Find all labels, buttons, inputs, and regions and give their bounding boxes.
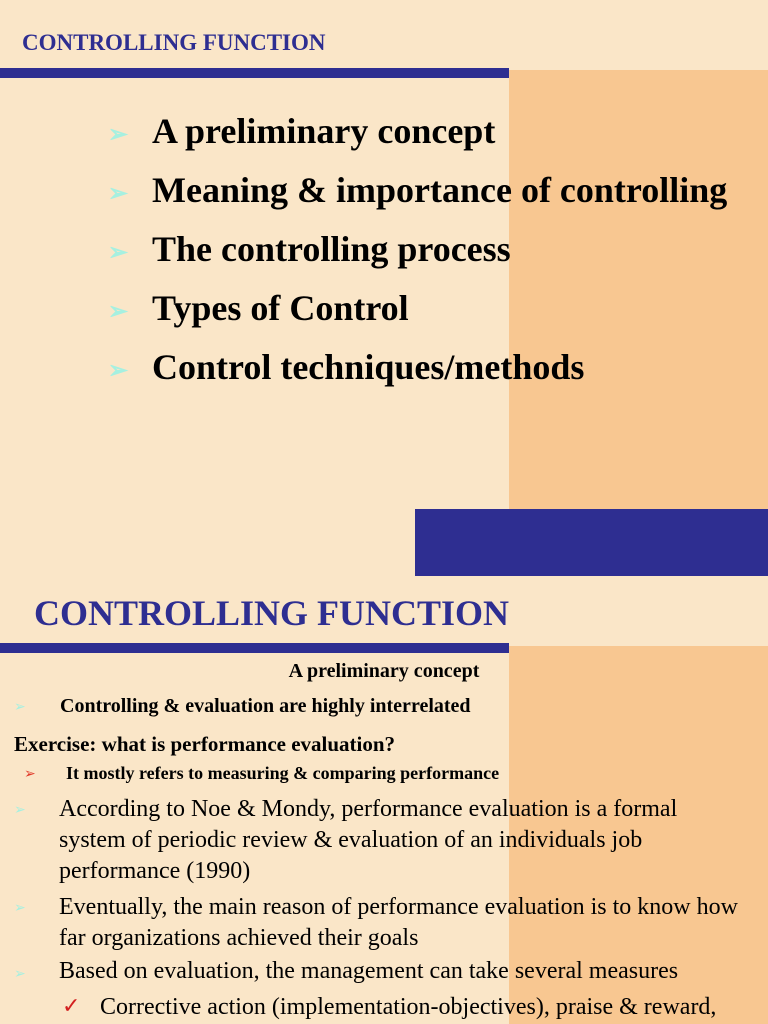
arrow-bullet-icon: ➢ (24, 767, 36, 782)
slide-1-title: CONTROLLING FUNCTION (22, 30, 326, 55)
topic-list (108, 106, 728, 401)
arrow-bullet-icon: ➢ (14, 901, 26, 916)
checkmark-icon: ✓ (62, 993, 81, 1018)
list-item: ➢ A preliminary concept (108, 106, 728, 156)
arrow-bullet-icon: ➢ (108, 299, 129, 325)
list-item: ➢ The controlling process (108, 224, 728, 274)
bullet-interrelated: Controlling & evaluation are highly interrelated (60, 695, 471, 717)
check-corrective-action: Corrective action (implementation-objectives), praise & reward, (100, 994, 717, 1020)
arrow-bullet-icon: ➢ (108, 358, 129, 384)
title-underline-bar (0, 643, 509, 653)
sub-bullet-measuring: It mostly refers to measuring & comparing performance (66, 763, 500, 783)
slide-2-title: CONTROLLING FUNCTION (34, 593, 510, 633)
arrow-bullet-icon: ➢ (108, 240, 129, 266)
list-item: ➢ Meaning & importance of controlling (108, 165, 728, 215)
title-underline-bar (0, 68, 509, 78)
arrow-bullet-icon: ➢ (14, 700, 26, 715)
section-heading: A preliminary concept (288, 660, 480, 682)
bullet-measures: Based on evaluation, the management can take several measures (59, 958, 679, 984)
corner-block (415, 509, 768, 576)
bullet-main-reason: Eventually, the main reason of performance evaluation is to know how far organizations achieved their goals (59, 894, 738, 951)
arrow-bullet-icon: ➢ (14, 967, 26, 982)
arrow-bullet-icon: ➢ (108, 181, 129, 207)
slide-2 (0, 576, 768, 1024)
list-item: ➢ Control techniques/methods (108, 342, 728, 392)
list-item: ➢ Types of Control (108, 283, 728, 333)
arrow-bullet-icon: ➢ (14, 803, 26, 818)
bullet-noe-mondy: According to Noe & Mondy, performance evaluation is a formal system of periodic review & evaluation of an individuals job performance (1990) (59, 796, 678, 884)
arrow-bullet-icon: ➢ (108, 122, 129, 148)
exercise-question: Exercise: what is performance evaluation? (14, 732, 396, 756)
